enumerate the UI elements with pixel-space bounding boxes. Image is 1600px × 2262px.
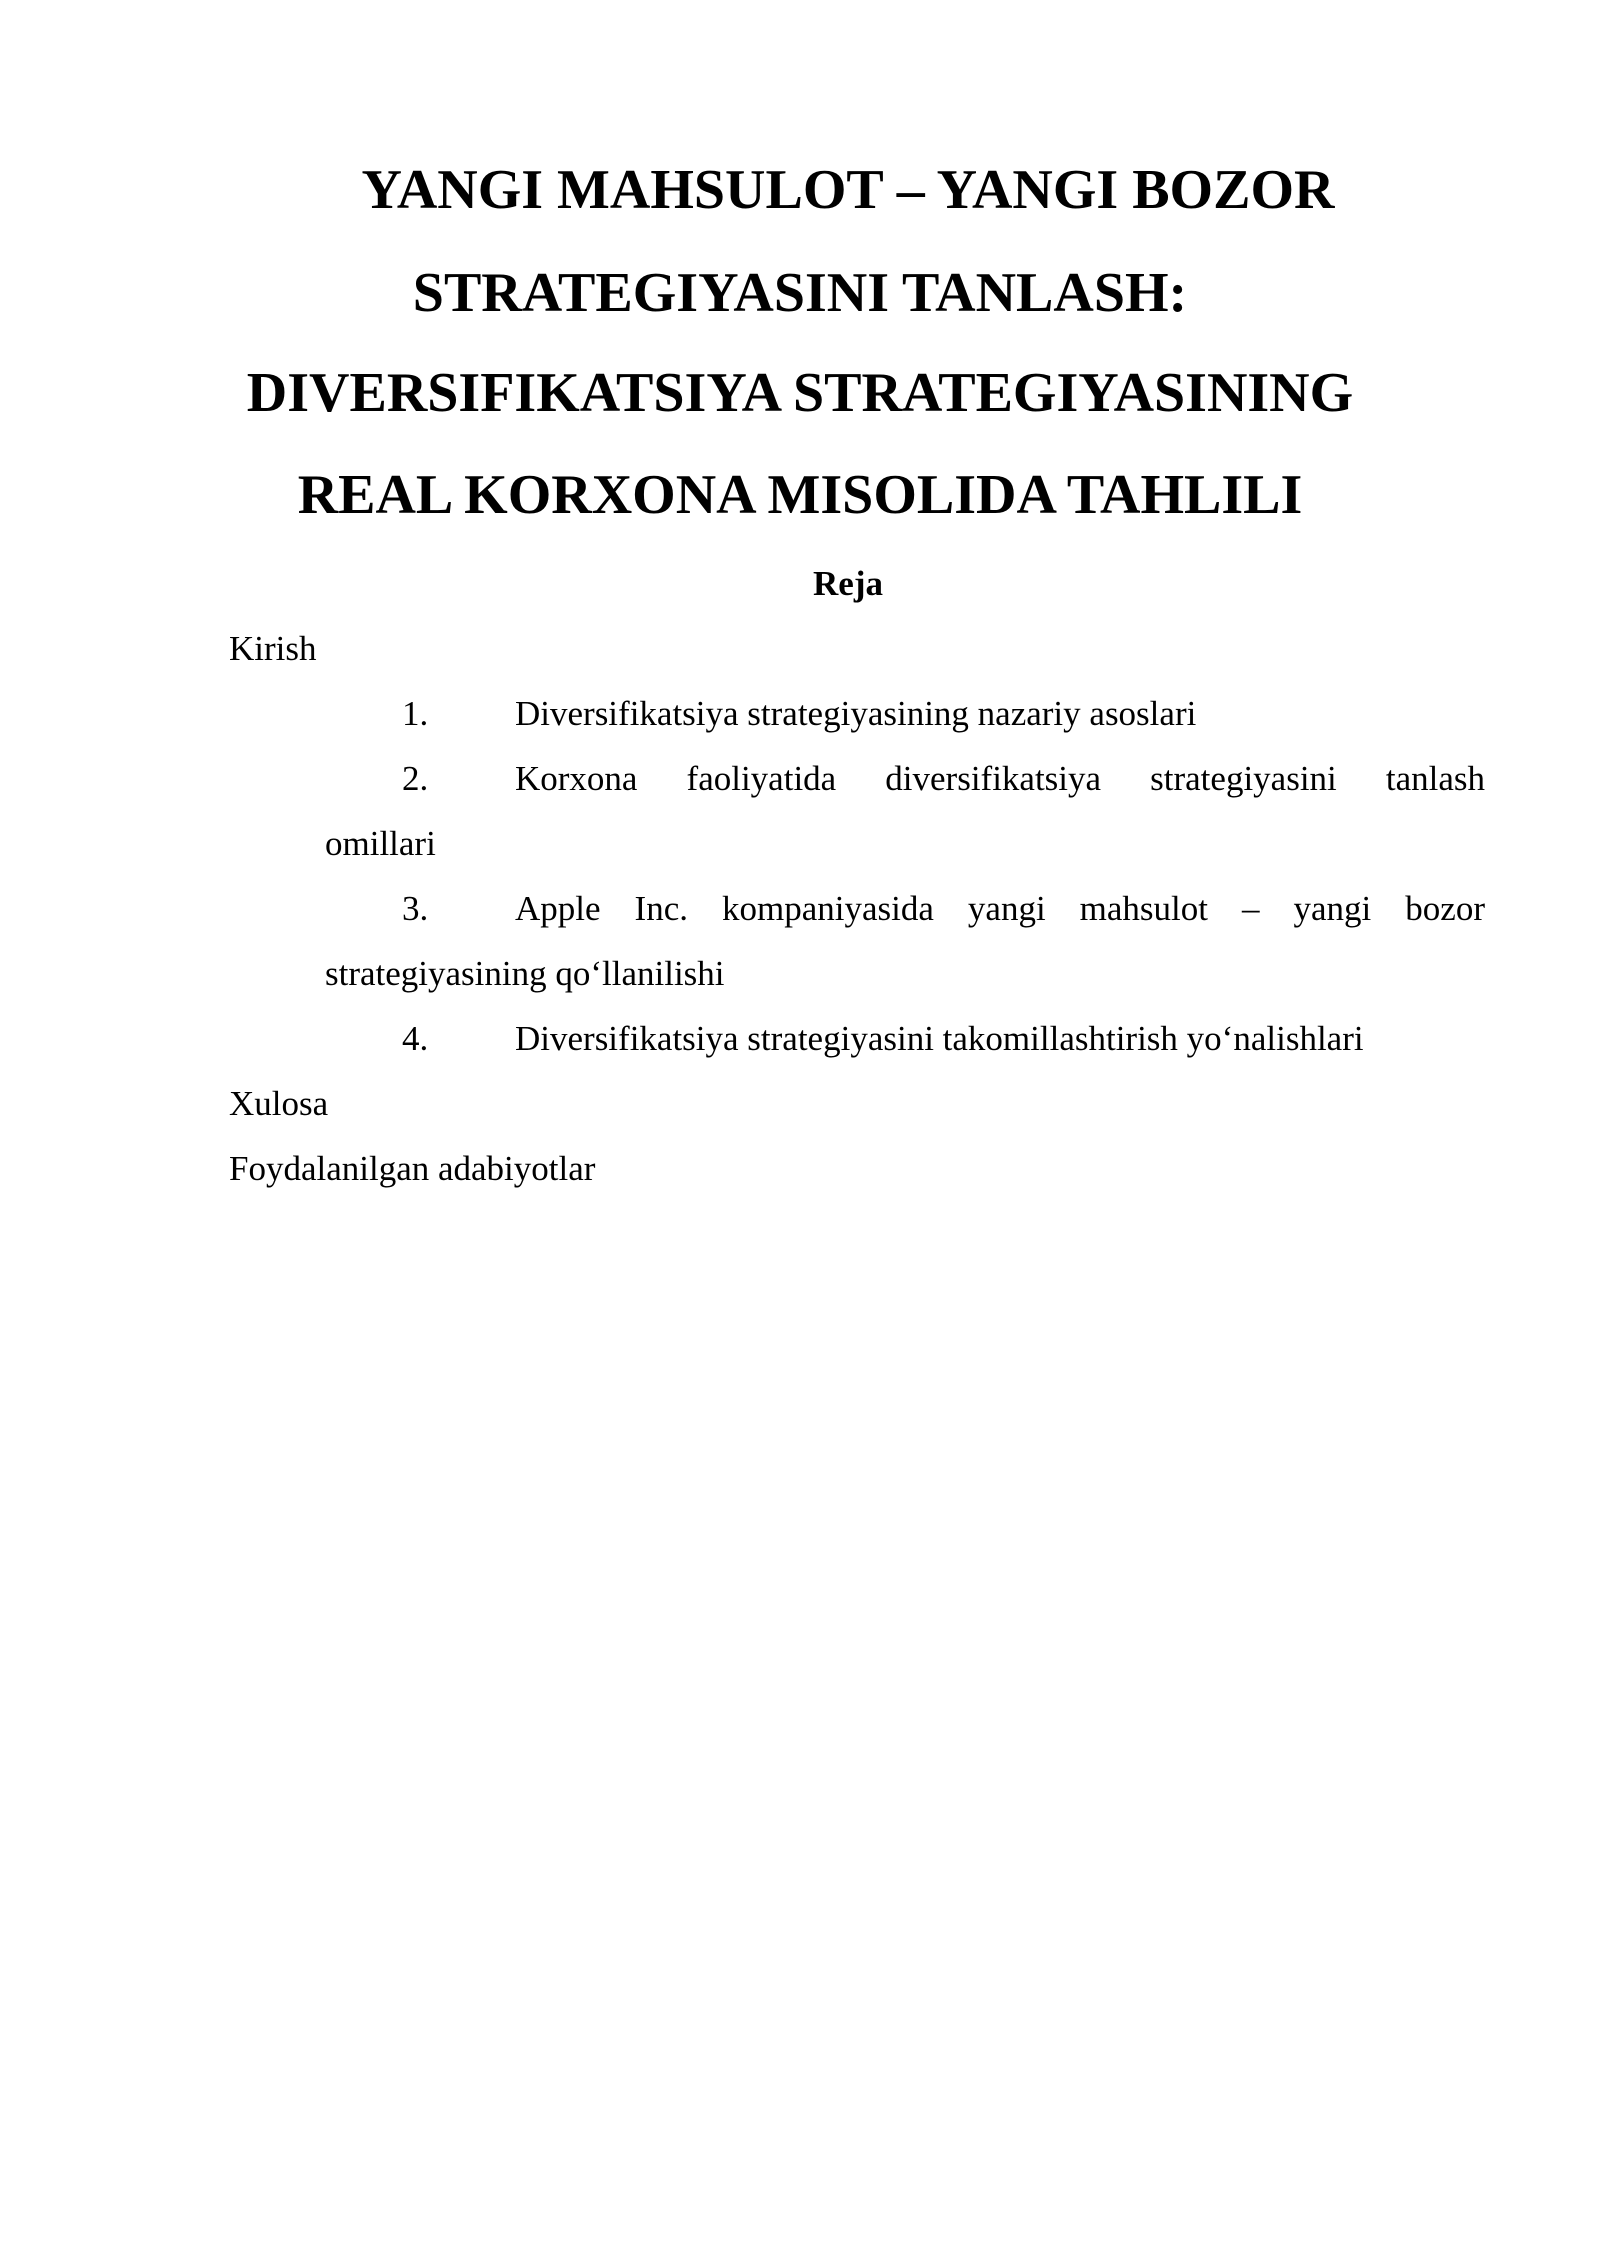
item-4-number: 4. xyxy=(402,1019,429,1058)
item-2-number: 2. xyxy=(402,759,429,798)
title-line-2: STRATEGIYASINI TANLASH: xyxy=(412,262,1188,324)
title-line-1: YANGI MAHSULOT – YANGI BOZOR xyxy=(361,159,1335,221)
item-1-number: 1. xyxy=(402,694,429,733)
title-line-3: DIVERSIFIKATSIYA STRATEGIYASINING xyxy=(246,362,1354,424)
item-1-text: Diversifikatsiya strategiyasining nazariy asoslari xyxy=(515,694,1197,733)
item-3-number: 3. xyxy=(402,889,429,928)
item-2-continuation: omillari xyxy=(325,824,436,863)
conclusion-entry: Xulosa xyxy=(229,1084,329,1123)
references-entry: Foydalanilgan adabiyotlar xyxy=(229,1149,596,1188)
item-2-text: Korxona faoliyatida diversifikatsiya strategiyasini tanlash xyxy=(515,759,1485,798)
plan-heading: Reja xyxy=(813,564,883,603)
item-3-text: Apple Inc. kompaniyasida yangi mahsulot – yangi bozor xyxy=(515,889,1485,928)
item-4-text: Diversifikatsiya strategiyasini takomillashtirish yo‘nalishlari xyxy=(515,1019,1364,1058)
title-line-4: REAL KORXONA MISOLIDA TAHLILI xyxy=(297,464,1303,526)
item-3-continuation: strategiyasining qo‘llanilishi xyxy=(325,954,725,993)
intro-entry: Kirish xyxy=(229,629,317,668)
